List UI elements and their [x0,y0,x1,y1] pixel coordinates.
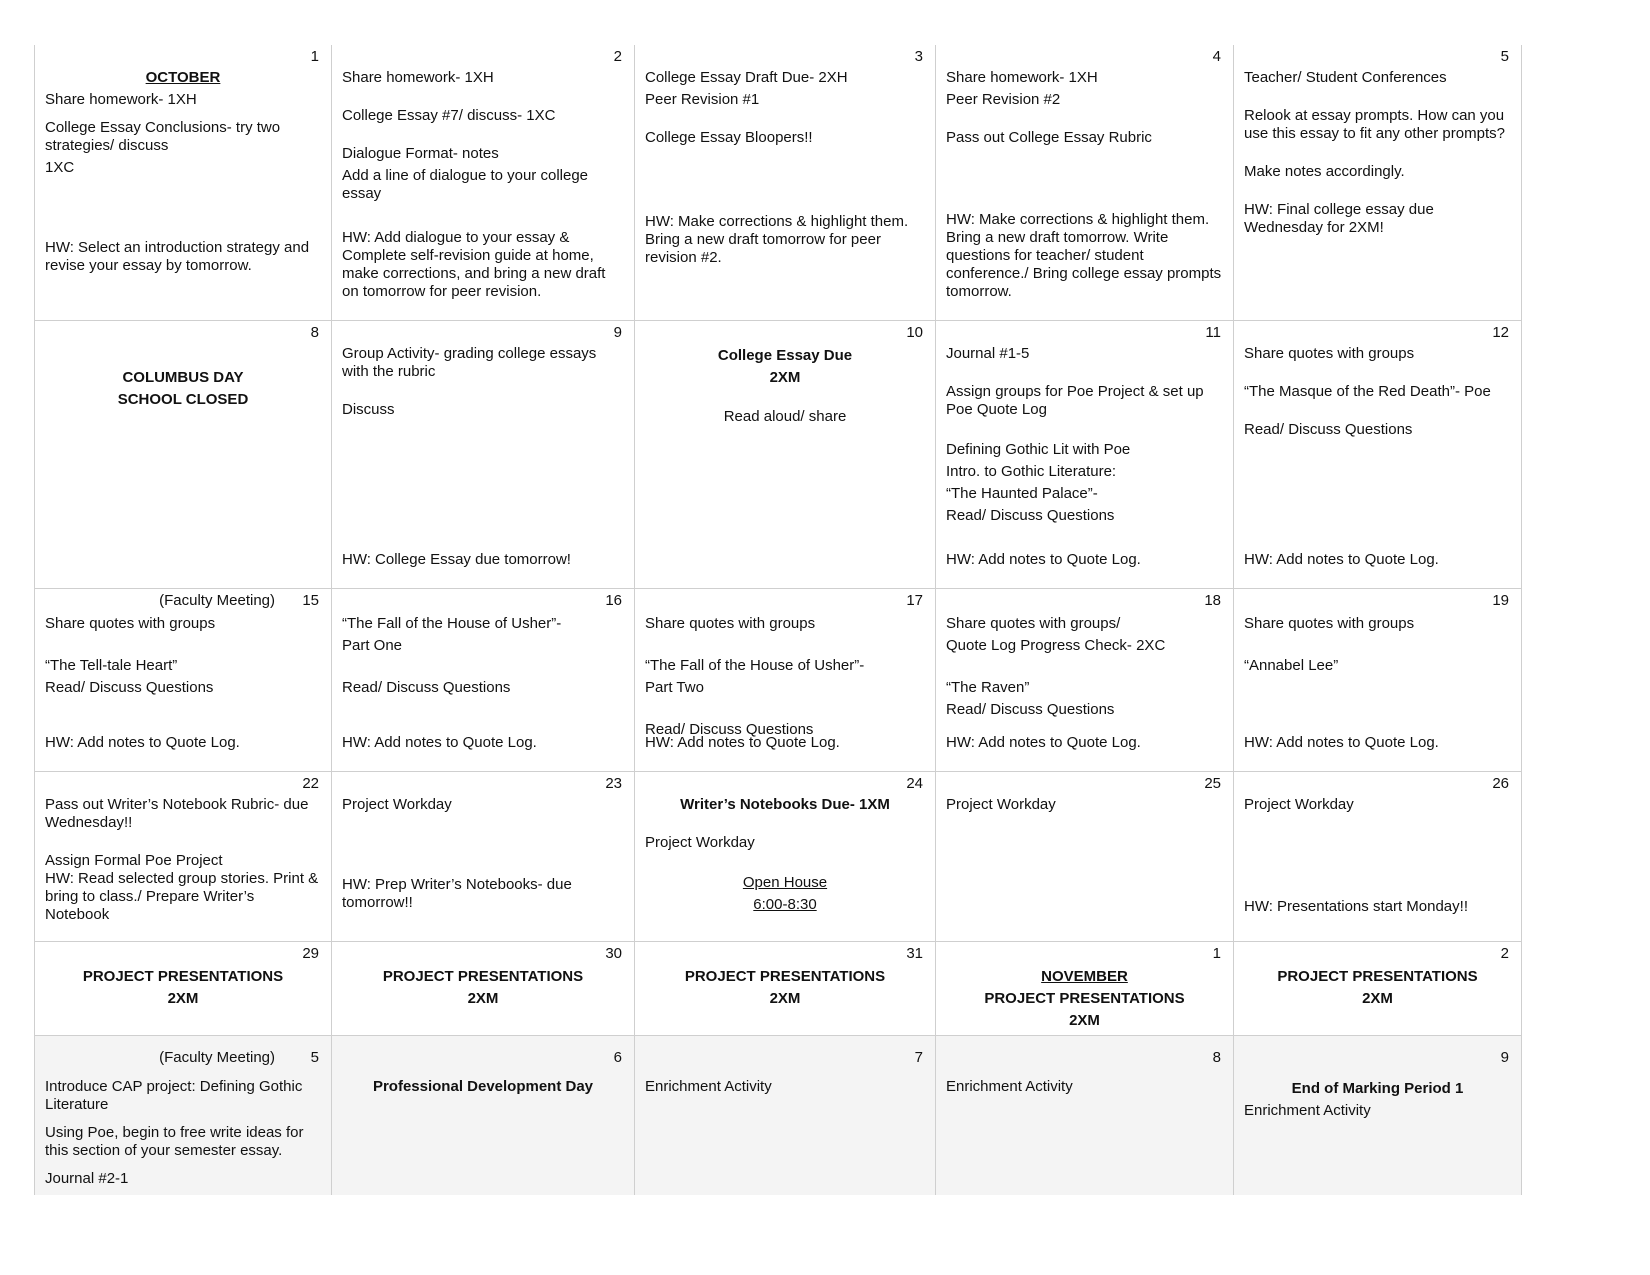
presentation-label: PROJECT PRESENTATIONS [984,990,1185,1007]
day-cell-nov-7 [635,1036,936,1195]
day-cell-oct-17 [635,589,936,772]
day-cell-oct-30 [332,942,635,1036]
entry: Share quotes with groups [645,615,816,632]
homework: HW: Make corrections & highlight them. Bring a new draft tomorrow. Write questions for teacher/ student conference./ Bring college essay prompts tomorrow. [946,211,1222,300]
entry: Read aloud/ share [723,408,847,425]
entry: College Essay Bloopers!! [645,129,813,146]
day-number: 3 [914,48,923,65]
homework: HW: College Essay due tomorrow! [342,551,571,568]
entry: Share homework- 1XH [45,91,197,108]
homework: HW: Presentations start Monday!! [1244,898,1468,915]
presentation-label: PROJECT PRESENTATIONS [684,968,886,985]
day-cell-oct-29 [35,942,332,1036]
entry: Read/ Discuss Questions [1244,421,1413,438]
day-number: 8 [1212,1049,1221,1066]
entry: Introduce CAP project: Defining Gothic Literature [45,1078,303,1113]
day-number: 8 [310,324,319,341]
entry: “The Raven” [946,679,1030,696]
entry: Group Activity- grading college essays with the rubric [342,345,597,380]
entry: Share quotes with groups/ [946,615,1121,632]
homework: HW: Add notes to Quote Log. [645,734,840,751]
entry: Project Workday [1244,796,1354,813]
entry: Part One [342,637,403,654]
day-cell-oct-5 [1234,45,1522,321]
entry: Read/ Discuss Questions [946,507,1115,524]
day-cell-oct-31 [635,942,936,1036]
day-number: 2 [1500,945,1509,962]
entry: College Essay Conclusions- try two strategies/ discuss [45,119,281,154]
day-cell-oct-22 [35,772,332,942]
day-cell-oct-26 [1234,772,1522,942]
homework: HW: Select an introduction strategy and revise your essay by tomorrow. [45,239,310,274]
entry: “Annabel Lee” [1244,657,1339,674]
day-cell-oct-18 [936,589,1234,772]
entry: Using Poe, begin to free write ideas for this section of your semester essay. [45,1124,304,1159]
entry: Part Two [645,679,704,696]
homework: HW: Final college essay due Wednesday for 2XM! [1244,201,1434,236]
day-cell-oct-8 [35,321,332,589]
day-cell-oct-15 [35,589,332,772]
day-cell-oct-4 [936,45,1234,321]
holiday-label: SCHOOL CLOSED [117,391,249,408]
entry: Assign Formal Poe Project [45,852,223,869]
day-cell-oct-2 [332,45,635,321]
day-number: 15 [302,592,319,609]
pd-day-label: Professional Development Day [372,1078,594,1095]
entry: Project Workday [946,796,1056,813]
homework: HW: Add notes to Quote Log. [946,734,1141,751]
month-label: NOVEMBER [1041,968,1128,985]
day-number: 1 [1212,945,1221,962]
day-number: 30 [605,945,622,962]
entry: Enrichment Activity [645,1078,772,1095]
calendar-grid [34,45,1522,1195]
day-number: 2 [613,48,622,65]
entry: Read/ Discuss Questions [342,679,511,696]
entry: Quote Log Progress Check- 2XC [946,637,1166,654]
open-house-time: 6:00-8:30 [753,896,817,913]
due-label: Writer’s Notebooks Due- 1XM [680,796,890,813]
entry: Discuss [342,401,395,418]
presentation-label: PROJECT PRESENTATIONS [1277,968,1478,985]
presentation-group: 2XM [1069,1012,1100,1029]
day-number: 29 [302,945,319,962]
day-cell-oct-11 [936,321,1234,589]
entry: Project Workday [645,834,755,851]
day-number: 9 [613,324,622,341]
day-number: 16 [605,592,622,609]
entry: Project Workday [342,796,452,813]
day-number: 5 [310,1049,319,1066]
homework: HW: Add dialogue to your essay & Complete self-revision guide at home, make corrections, and bring a new draft on tomorrow for peer revision. [342,229,606,300]
day-cell-oct-24 [635,772,936,942]
entry: Pass out Writer’s Notebook Rubric- due Wednesday!! [45,796,309,831]
homework: HW: Add notes to Quote Log. [342,734,537,751]
entry: Share quotes with groups [1244,345,1415,362]
day-number: 5 [1500,48,1509,65]
homework: HW: Read selected group stories. Print & bring to class./ Prepare Writer’s Notebook [45,870,319,923]
entry: Enrichment Activity [946,1078,1073,1095]
marking-period-label: End of Marking Period 1 [1291,1080,1464,1097]
day-number: 1 [310,48,319,65]
homework: HW: Add notes to Quote Log. [45,734,240,751]
day-number: 12 [1492,324,1509,341]
day-cell-oct-10 [635,321,936,589]
day-number: 26 [1492,775,1509,792]
day-cell-nov-1 [936,942,1234,1036]
entry: Make notes accordingly. [1244,163,1405,180]
entry: 1XC [45,159,75,176]
entry: Dialogue Format- notes [342,145,499,162]
day-cell-oct-23 [332,772,635,942]
presentation-group: 2XM [467,990,499,1007]
entry: “The Fall of the House of Usher”- [342,615,562,632]
day-cell-nov-6 [332,1036,635,1195]
entry: Teacher/ Student Conferences [1244,69,1447,86]
day-number: 6 [613,1049,622,1066]
presentation-group: 2XM [1362,990,1393,1007]
entry: Share quotes with groups [45,615,216,632]
day-cell-oct-25 [936,772,1234,942]
entry: Relook at essay prompts. How can you use this essay to fit any other prompts? [1244,107,1505,142]
day-number: 19 [1492,592,1509,609]
day-number: 18 [1204,592,1221,609]
entry: Read/ Discuss Questions [946,701,1115,718]
day-number: 7 [914,1049,923,1066]
presentation-label: PROJECT PRESENTATIONS [382,968,584,985]
entry: Defining Gothic Lit with Poe [946,441,1131,458]
entry: Read/ Discuss Questions [45,679,214,696]
day-cell-oct-19 [1234,589,1522,772]
day-number: 25 [1204,775,1221,792]
day-cell-nov-8 [936,1036,1234,1195]
due-label: 2XM [769,369,801,386]
entry: Pass out College Essay Rubric [946,129,1152,146]
faculty-meeting-note: (Faculty Meeting) [159,1049,275,1066]
day-cell-nov-9 [1234,1036,1522,1195]
month-label: OCTOBER [145,69,221,86]
entry: Enrichment Activity [1244,1102,1371,1119]
presentation-group: 2XM [167,990,199,1007]
homework: HW: Add notes to Quote Log. [1244,551,1439,568]
entry: College Essay Draft Due- 2XH [645,69,848,86]
day-cell-oct-16 [332,589,635,772]
day-number: 9 [1500,1049,1509,1066]
day-cell-oct-12 [1234,321,1522,589]
homework: HW: Make corrections & highlight them. Bring a new draft tomorrow for peer revision #2. [645,213,909,266]
day-cell-nov-2 [1234,942,1522,1036]
entry: Intro. to Gothic Literature: [946,463,1117,480]
entry: Journal #2-1 [45,1170,129,1187]
due-label: College Essay Due [717,347,853,364]
entry: Peer Revision #1 [645,91,760,108]
day-number: 24 [906,775,923,792]
entry: “The Haunted Palace”- [946,485,1098,502]
entry: Add a line of dialogue to your college essay [342,167,589,202]
day-cell-nov-5 [35,1036,332,1195]
day-number: 31 [906,945,923,962]
entry: “The Tell-tale Heart” [45,657,178,674]
day-cell-oct-9 [332,321,635,589]
presentation-label: PROJECT PRESENTATIONS [82,968,284,985]
faculty-meeting-note: (Faculty Meeting) [159,592,275,609]
day-number: 10 [906,324,923,341]
day-cell-oct-3 [635,45,936,321]
homework: HW: Add notes to Quote Log. [1244,734,1439,751]
day-number: 11 [1205,324,1221,341]
day-number: 4 [1212,48,1221,65]
entry: Journal #1-5 [946,345,1030,362]
presentation-group: 2XM [769,990,801,1007]
entry: Peer Revision #2 [946,91,1061,108]
homework: HW: Add notes to Quote Log. [946,551,1141,568]
holiday-label: COLUMBUS DAY [122,369,244,386]
day-number: 22 [302,775,319,792]
entry: Read/ Discuss Questions [645,721,814,738]
day-number: 23 [605,775,622,792]
entry: College Essay #7/ discuss- 1XC [342,107,556,124]
entry: Share homework- 1XH [342,69,494,86]
entry: “The Masque of the Red Death”- Poe [1244,383,1491,400]
day-cell-oct-1 [35,45,332,321]
entry: “The Fall of the House of Usher”- [645,657,865,674]
entry: Share quotes with groups [1244,615,1415,632]
day-number: 17 [906,592,923,609]
homework: HW: Prep Writer’s Notebooks- due tomorrow!! [342,876,572,911]
entry: Assign groups for Poe Project & set up Poe Quote Log [946,383,1204,418]
open-house-label: Open House [742,874,828,891]
entry: Share homework- 1XH [946,69,1098,86]
